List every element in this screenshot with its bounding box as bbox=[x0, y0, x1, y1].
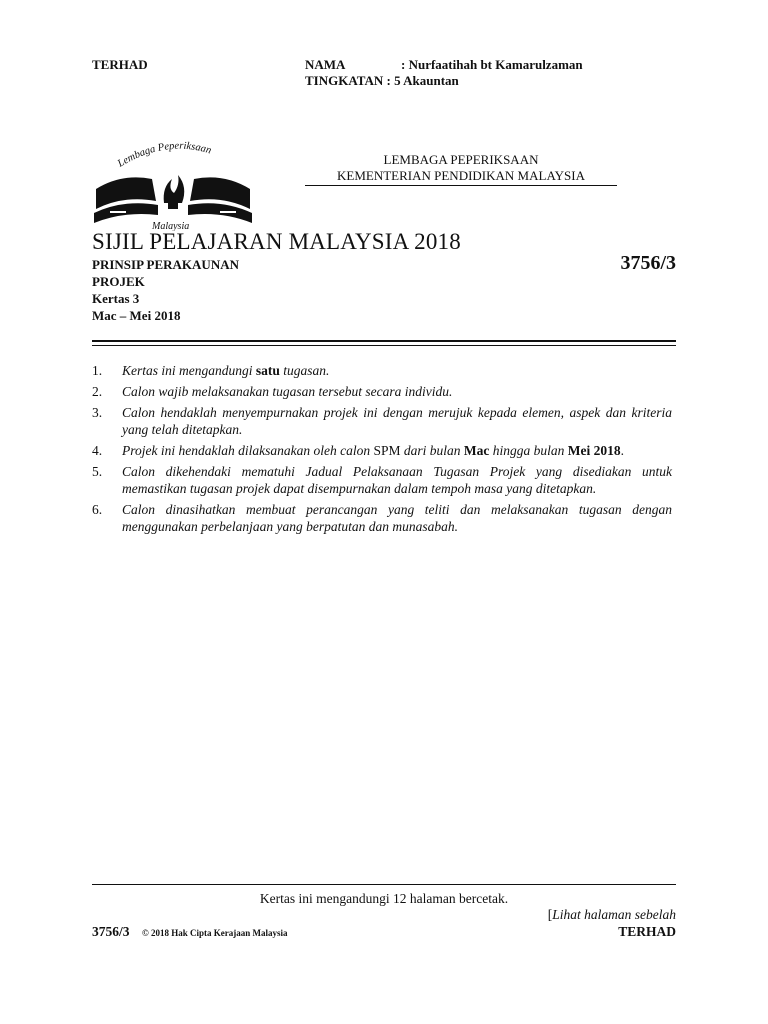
list-item: 5. Calon dikehendaki mematuhi Jadual Pelaksanaan Tugasan Projek yang disediakan untuk memastikan tugasan projek dapat disempurnakan dalam tempoh masa yang ditetapkan. bbox=[92, 464, 672, 496]
form-label: TINGKATAN bbox=[305, 73, 384, 88]
list-item: 4. Projek ini hendaklah dilaksanakan oleh calon SPM dari bulan Mac hingga bulan Mei 2018. bbox=[92, 443, 624, 458]
logo-text-top: Lembaga Peperiksaan bbox=[115, 140, 213, 170]
footer-paper-code: 3756/3 bbox=[92, 924, 130, 939]
page-count-note: Kertas ini mengandungi 12 halaman bercetak. bbox=[259, 891, 509, 906]
subject-name: PRINSIP PERAKAUNAN bbox=[92, 257, 239, 272]
logo-text-bottom: Malaysia bbox=[152, 221, 190, 231]
next-page-note: [Lihat halaman sebelah bbox=[547, 907, 676, 922]
exam-title: SIJIL PELAJARAN MALAYSIA 2018 bbox=[92, 229, 461, 254]
form-row bbox=[305, 73, 583, 89]
form-value: : 5 Akauntan bbox=[386, 73, 459, 88]
candidate-info bbox=[305, 57, 583, 89]
paper-number: Kertas 3 bbox=[92, 291, 140, 306]
instructions-list bbox=[92, 362, 672, 539]
agency-line2: KEMENTERIAN PENDIDIKAN MALAYSIA bbox=[305, 168, 617, 186]
agency-block bbox=[305, 152, 617, 186]
list-item: 3. Calon hendaklah menyempurnakan projek ini dengan merujuk kepada elemen, aspek dan kriteria yang telah ditetapkan. bbox=[92, 405, 672, 437]
subject-block bbox=[92, 256, 239, 324]
lembaga-peperiksaan-seal-icon bbox=[92, 133, 254, 231]
restriction-label-bottom: TERHAD bbox=[618, 924, 676, 939]
svg-text:Lembaga Peperiksaan bbox=[115, 141, 212, 170]
agency-line1: LEMBAGA PEPERIKSAAN bbox=[383, 152, 539, 167]
exam-period: Mac – Mei 2018 bbox=[92, 308, 181, 323]
restriction-label-top: TERHAD bbox=[92, 57, 148, 72]
list-item: 1. Kertas ini mengandungi satu tugasan. bbox=[92, 363, 330, 378]
name-label: NAMA bbox=[305, 57, 346, 72]
list-item: 6. Calon dinasihatkan membuat perancangan yang teliti dan melaksanakan tugasan dengan menggunakan perbelanjaan yang berpatutan dan munasabah. bbox=[92, 502, 672, 534]
exam-type: PROJEK bbox=[92, 274, 145, 289]
footer-divider bbox=[92, 884, 676, 885]
divider-thick bbox=[92, 340, 676, 342]
name-row bbox=[305, 57, 583, 73]
divider-thin bbox=[92, 345, 676, 346]
list-item: 2. Calon wajib melaksanakan tugasan tersebut secara individu. bbox=[92, 384, 453, 399]
copyright-notice: © 2018 Hak Cipta Kerajaan Malaysia bbox=[142, 928, 288, 938]
paper-code: 3756/3 bbox=[620, 252, 676, 274]
name-value: : Nurfaatihah bt Kamarulzaman bbox=[401, 57, 583, 72]
